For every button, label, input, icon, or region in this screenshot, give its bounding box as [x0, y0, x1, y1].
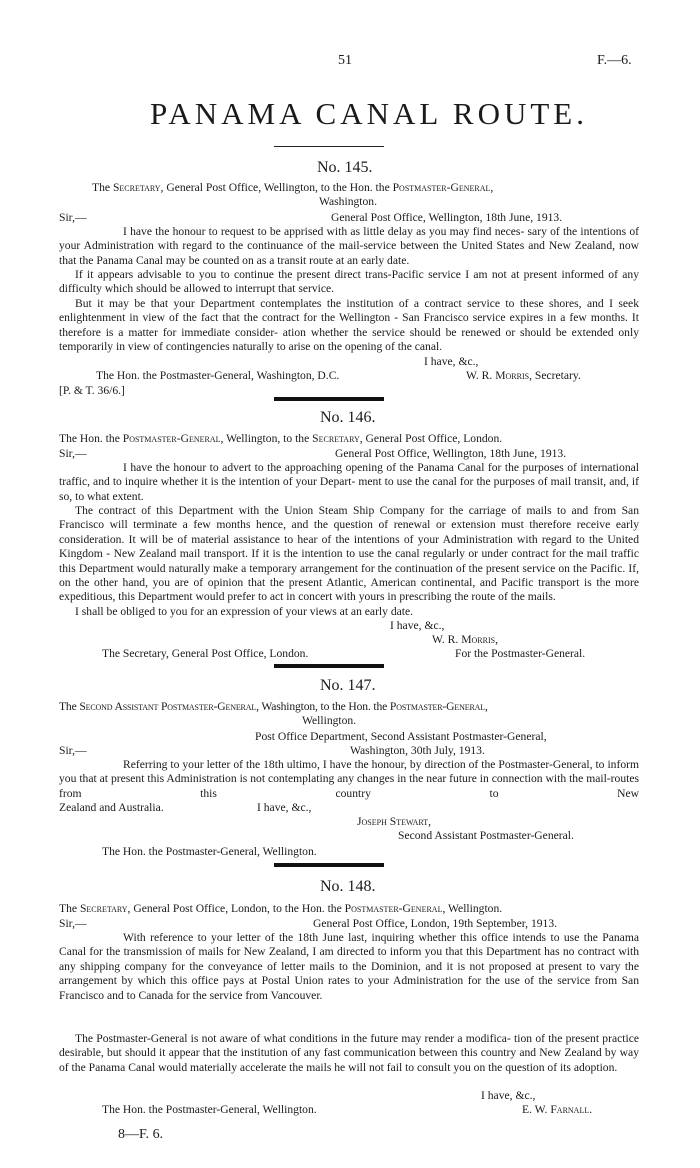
closing: I have, &c., [390, 619, 445, 632]
letter-number: No. 145. [317, 159, 373, 176]
salutation: Sir,— [59, 917, 87, 930]
paragraph-2: The Postmaster-General is not aware of what conditions in the future may render a modifica- tion of the present practice desirable, but should it appear that the institution of any fast communication between this country and New Zealand by way of the Panama Canal would materially accelerate the mails he will not fail to consult you on the question of its adoption. [59, 1032, 639, 1074]
paragraph-1: I have the honour to advert to the approaching opening of the Panama Canal for the purposes of international traffic, and to inquire whether it is the intention of your Depart- ment to use the canal for the purposes of mail transit, and, if so, to what extent. [59, 461, 639, 503]
signature-title: Second Assistant Postmaster-General. [398, 829, 574, 842]
salutation: Sir,— [59, 744, 87, 757]
salutation: Sir,— [59, 447, 87, 460]
title-divider [274, 146, 384, 147]
letter-divider [274, 397, 384, 401]
paragraph-2: If it appears advisable to you to continue the present direct trans-Pacific service I am not at present informed of any difficulty which should be allowed to interrupt that service. [59, 268, 639, 296]
letter-number: No. 146. [320, 409, 376, 426]
signature: E. W. Farnall. [522, 1103, 593, 1116]
signature: W. R. Morris, Secretary. [466, 369, 581, 382]
letter-heading-line2: Wellington. [302, 714, 357, 727]
closing: I have, &c., [481, 1089, 536, 1102]
letter-heading-line2: Washington. [319, 195, 377, 208]
letter-heading: The Secretary, General Post Office, London, to the Hon. the Postmaster-General, Wellington. [59, 902, 503, 915]
dateline: General Post Office, London, 19th September, 1913. [313, 917, 558, 930]
document-reference: F.—6. [597, 53, 632, 68]
page-title: PANAMA CANAL ROUTE. [150, 96, 588, 131]
dateline: General Post Office, Wellington, 18th June, 1913. [331, 211, 563, 224]
letter-heading: The Secretary, General Post Office, Wellington, to the Hon. the Postmaster-General, [92, 181, 494, 194]
addressee: The Hon. the Postmaster-General, Washington, D.C. [96, 369, 340, 382]
closing: I have, &c., [424, 355, 479, 368]
paragraph-2: The contract of this Department with the Union Steam Ship Company for the carriage of mails to and from San Francisco will terminate a few months hence, and the question of renewal or extension must therefore receive early consideration. It will be of material assistance to hear of the intentions of your Administration with regard to the United Kingdom - New Zealand mail transport. If it is the intention to use the canal regularly or under contract for the mail traffic this Department would naturally make a temporary arrangement for the continuation of the present service on the Pacific. If, on the other hand, you are of opinion that the present Atlantic, American continental, and Pacific transport is the more expeditious, this Department would prefer to act in concert with yours in prescribing the route of the mails. [59, 504, 639, 604]
letter-heading: The Second Assistant Postmaster-General, Washington, to the Hon. the Postmaster-General, [59, 700, 488, 713]
paragraph-1: With reference to your letter of the 18th June last, inquiring whether this office intends to use the Panama Canal for the transmission of mails for New Zealand, I am directed to inform you that this Department has no contract with any shipping company for the conveyance of letter mails to the Dominion, and it is not proposed at present to vary the arrangement by which this office pays at Postal Union rates to your Administration for the use of the service from San Francisco and to Canada for the service from Vancouver. [59, 931, 639, 1002]
signature-title: For the Postmaster-General. [455, 647, 586, 660]
page-footer: 8—F. 6. [118, 1127, 164, 1142]
dateline: Post Office Department, Second Assistant Postmaster-General, [255, 730, 547, 743]
addressee: The Hon. the Postmaster-General, Wellington. [102, 1103, 317, 1116]
letter-number: No. 148. [320, 878, 376, 895]
paragraph-1-end: Zealand and Australia. [59, 801, 164, 814]
dateline: General Post Office, Wellington, 18th June, 1913. [335, 447, 567, 460]
paragraph-3: I shall be obliged to you for an expression of your views at an early date. [75, 605, 414, 618]
paragraph-3: But it may be that your Department contemplates the institution of a contract service to these shores, and I seek enlightenment in view of the fact that the contract for the Wellington - San Francisco service expires in a few months. It therefore is a matter for immediate consider- ation whether the service should be renewed or should be extended only temporarily in view of contingencies naturally to arise on the opening of the canal. [59, 297, 639, 354]
addressee: The Secretary, General Post Office, London. [102, 647, 309, 660]
file-reference: [P. & T. 36/6.] [59, 384, 125, 397]
dateline-2: Washington, 30th July, 1913. [350, 744, 485, 757]
paragraph-1: Referring to your letter of the 18th ultimo, I have the honour, by direction of the Postmaster-General, to inform you that at present this Administration is not contemplating any changes in the near future in connection with the mail-routes from this country to New [59, 758, 639, 800]
letter-divider [274, 664, 384, 668]
signature: W. R. Morris, [432, 633, 498, 646]
page-number: 51 [338, 53, 352, 68]
letter-divider [274, 863, 384, 867]
closing: I have, &c., [257, 801, 312, 814]
addressee: The Hon. the Postmaster-General, Wellington. [102, 845, 317, 858]
paragraph-1: I have the honour to request to be apprised with as little delay as you may find neces- sary of the intentions of your Administration with regard to the continuance of the mail-service between the United States and New Zealand, now that the Panama Canal may be counted on as a transit route at an early date. [59, 225, 639, 267]
salutation: Sir,— [59, 211, 87, 224]
signature: Joseph Stewart, [357, 815, 432, 828]
letter-number: No. 147. [320, 677, 376, 694]
letter-heading: The Hon. the Postmaster-General, Wellington, to the Secretary, General Post Office, London. [59, 432, 503, 445]
